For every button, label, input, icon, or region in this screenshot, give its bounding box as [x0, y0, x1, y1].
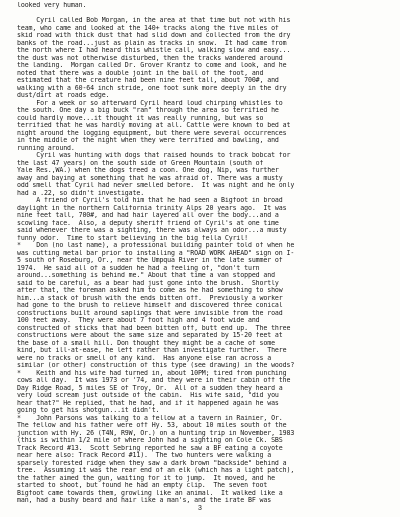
document-body-text [17, 2, 389, 505]
text-line: kind, but ill-at-ease, he left rather than investigate further. There [17, 347, 287, 354]
text-line: noted that there was a double joint in the ball of the foot, and [17, 69, 264, 77]
text-line: Cyril was hunting with dogs that raised hounds to track bobcat for [17, 152, 291, 159]
text-line: similar (or other) construction of this type (see drawing) in the woods? [17, 362, 295, 369]
text-line [17, 10, 389, 18]
text-line: the north where I had heard this whistle call, walking slow and easy... [17, 47, 291, 54]
text-line: started to shoot, but found he had an empty clip. The seven foot [17, 482, 268, 489]
text-line: cows all day. It was 1973 or '74, and they were in their cabin off the [17, 377, 291, 384]
text-line: in the middle of the night when they were terrified and bawling, and [17, 137, 279, 144]
text-line: around...something is behind me." About that time a van stopped and [17, 272, 275, 279]
text-line: Yale Res.,WA.) when the dogs treed a coon. One dog, Nip, was further [17, 167, 279, 174]
text-line: man, had a bushy beard and hair like a man's, and the irate BF was [17, 497, 272, 504]
text-line: were no tracks or smell of any kind. Has anyone else ran across a [17, 354, 272, 362]
text-line: 1974. He said all of a sudden he had a feeling of, "don't turn [17, 264, 260, 272]
text-line: 100 feet away. They were about 7 foot high and 4 foot wide and [17, 317, 260, 324]
text-line: after that, the foreman asked him to come as he had something to show [17, 287, 283, 294]
text-line: junction with Hy. 26 (T4N, R9W, Or.) on a hunting trip in November, 1983 [17, 429, 295, 437]
text-line: the south. One day a big buck "ran" through the area so terrified he [17, 107, 279, 114]
text-line: estimated that the creature had been nine feet tall, about 700#, and [17, 77, 279, 84]
text-line: the base of a small hill. Don thought they might be a cache of some [17, 339, 275, 347]
text-line: odd smell that Cyril had never smelled before. It was night and he only [17, 182, 295, 189]
text-line: said to be careful, as a bear had just gone into the brush. Shortly [17, 279, 279, 287]
text-line: constructions built around saplings that were invisible from the road [17, 309, 283, 317]
text-line: * Don (no last name), a professional building painter told of when he [17, 242, 295, 249]
text-line: nine feet tall, 700#, and had hair layered all over the body...and a [17, 212, 279, 219]
text-line: Cyril called Bob Morgan, in the area at that time but not with his [17, 17, 291, 24]
text-line: had a .22, so didn't investigate. [17, 189, 145, 197]
text-line: tree. Assuming it was the rear end of an elk (which has a light patch), [17, 467, 295, 474]
text-line: skid road with thick dust that had slid down and collected from the dry [17, 32, 291, 39]
text-line: sparsely forested ridge when they saw a dark brown "backside" behind a [17, 459, 287, 467]
text-line: constructed of sticks that had been bitten off, butt end up. The three [17, 324, 291, 332]
text-line: had gone to the brush to relieve himself and discovered three conical [17, 302, 283, 309]
text-line: him...a stack of brush with the ends bitten off. Previously a worker [17, 294, 283, 302]
text-line: hear that?" He replied, that he had, and if it happened again he was [17, 399, 279, 407]
text-line: * John Parsons was talking to a fellow at a tavern in Rainier, Or. [17, 414, 283, 422]
text-line: the father aimed the gun, waiting for it to jump. It moved, and he [17, 474, 275, 482]
text-line: For a week or so afterward Cyril heard loud chirping whistles to [17, 99, 283, 107]
text-line: Day Ridge Road, 5 miles SE of Troy, Or. All of a sudden they heard a [17, 384, 283, 392]
text-line: 5 south of Roseburg, Or., near the Umpqua River in the late summer of [17, 257, 283, 264]
text-line: the landing. Morgan called Dr. Grover Krantz to come and look, and he [17, 62, 287, 69]
text-line: away and baying at something that he was afraid of. There was a musty [17, 174, 283, 182]
text-line: night around the logging equipment, but there were several occurrences [17, 129, 287, 137]
text-line: said whenever there was a sighting, there was always an odor...a musty [17, 227, 287, 234]
text-line: going to get his shotgun...it didn't. [17, 407, 160, 414]
text-line: A friend of Cyril's told him that he had seen a Bigfoot in broad [17, 197, 283, 204]
text-line: banks of the road...just as plain as tracks in snow. It had came from [17, 39, 287, 47]
text-line: dust/dirt at roads edge. [17, 92, 110, 99]
page-number: 3 [198, 505, 202, 512]
text-line: looked very human. [17, 2, 87, 9]
text-line: terrified that he was hardly moving at all. Cattle were known to bed at [17, 122, 291, 129]
text-line: Bigfoot came towards them, growling like an animal. It walked like a [17, 489, 283, 497]
text-line: Track Record #13. Scott Sebring reported he saw a BF eating a coyote [17, 444, 283, 452]
text-line: * Keith and his wife had turned in, about 10PM; tired from punching [17, 369, 287, 377]
text-line: walking with a 60-64 inch stride, one foot sunk more deeply in the dry [17, 84, 287, 92]
text-line: funny odor. Time to start believing in the big fella Cyril! [17, 234, 248, 242]
text-line: very loud scream just outside of the cabin. His wife said, "did you [17, 392, 279, 399]
text-line: constructions were about the same size and separated by 15-20 feet at [17, 332, 283, 339]
text-line: daylight in the northern California trinity Alps 20 years ago. It was [17, 204, 287, 212]
text-line: team, who came and looked at the 140+ tracks along the five miles of [17, 24, 279, 32]
text-line: the dust was not otherwise disturbed, then the tracks wandered around [17, 54, 283, 62]
text-line: scowling face. Also, a deputy sheriff friend of Cyril's at one time [17, 219, 279, 227]
text-line: near here also: Track Record #11). The two hunters were walking a [17, 452, 272, 459]
text-line: could hardly move...it thought it was really running, but was so [17, 114, 264, 122]
text-line: the last 47 years) on the south side of Green Mountain (south of [17, 159, 264, 167]
text-line: was cutting metal bar prior to installing a "ROAD WORK AHEAD" sign on I- [17, 249, 295, 257]
text-line: The fellow and his father were off Hy. 53, about 10 miles south of the [17, 422, 287, 429]
text-line: running around. [17, 144, 75, 152]
text-line: (this is within 1/2 mile of where John had a sighting on Cole Ck. SBS [17, 437, 283, 444]
